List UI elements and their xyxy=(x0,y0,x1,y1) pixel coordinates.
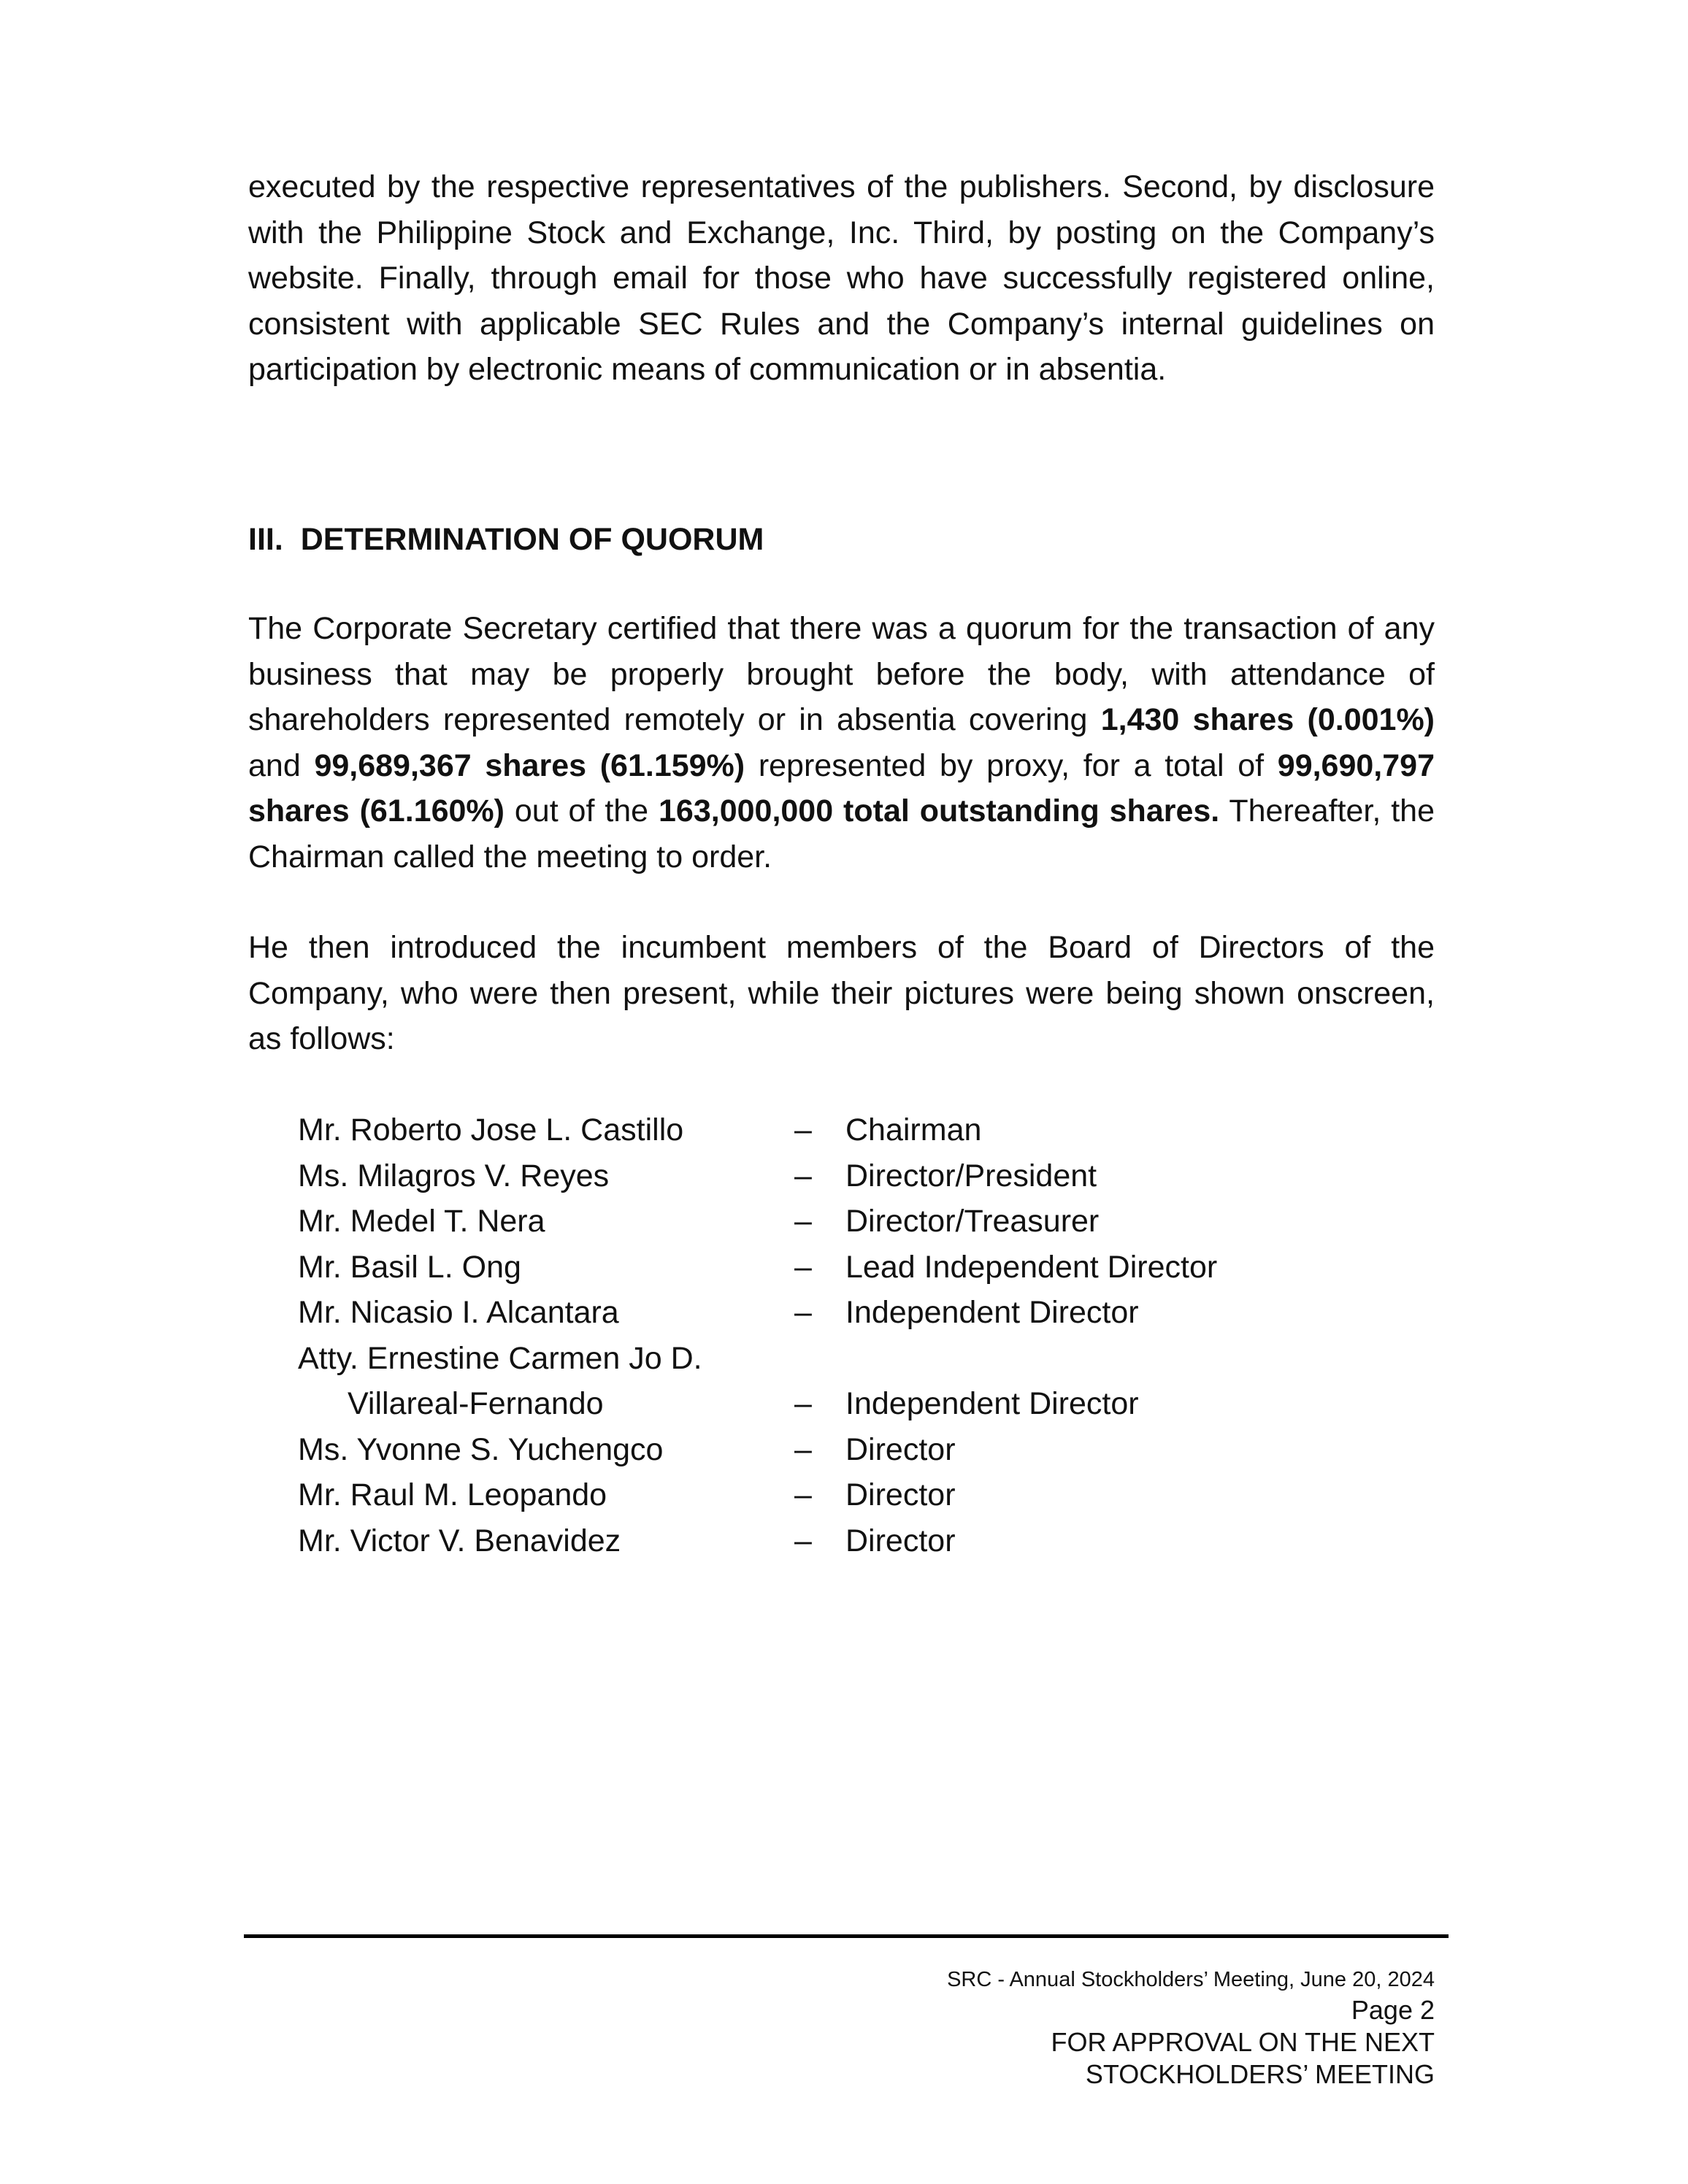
footer-divider xyxy=(244,1934,1449,1938)
page-number: Page 2 xyxy=(1351,1995,1435,2025)
director-row xyxy=(298,1290,1320,1336)
director-row xyxy=(298,1199,1320,1245)
approval-note-line-2: STOCKHOLDERS’ MEETING xyxy=(1085,2059,1435,2089)
board-intro-paragraph: He then introduced the incumbent members of the Board of Directors of the Company, who were then present, while their pictures were being shown onscreen, as follows: xyxy=(248,930,1435,1056)
quorum-outstanding-shares: 163,000,000 total outstanding shares. xyxy=(659,793,1220,828)
director-row xyxy=(298,1153,1320,1199)
director-role: Director xyxy=(845,1477,956,1512)
footer-document-reference: SRC - Annual Stockholders’ Meeting, June 20, 2024 xyxy=(947,1968,1435,1991)
quorum-text-3: represented by proxy, for a total of xyxy=(745,747,1278,783)
dash-separator: – xyxy=(794,1249,812,1285)
director-row xyxy=(298,1518,1320,1564)
director-name: Mr. Raul M. Leopando xyxy=(298,1477,607,1512)
section-heading xyxy=(248,517,764,563)
quorum-remote-shares: 1,430 shares (0.001%) xyxy=(1100,702,1435,737)
director-row xyxy=(298,1472,1320,1518)
dash-separator: – xyxy=(794,1112,812,1147)
director-row xyxy=(298,1245,1320,1291)
director-role: Chairman xyxy=(845,1112,982,1147)
director-role: Director/President xyxy=(845,1158,1097,1193)
page-footer xyxy=(705,1965,1435,2091)
approval-note-line-1: FOR APPROVAL ON THE NEXT xyxy=(1051,2027,1435,2057)
director-name: Mr. Victor V. Benavidez xyxy=(298,1523,621,1558)
dash-separator: – xyxy=(794,1204,812,1239)
dash-separator: – xyxy=(794,1158,812,1193)
director-role: Director xyxy=(845,1431,956,1467)
dash-separator: – xyxy=(794,1523,812,1558)
directors-list xyxy=(298,1107,1320,1564)
quorum-total-shares: 99,690,797 shares (61.160%) xyxy=(248,747,1435,828)
director-name: Mr. Basil L. Ong xyxy=(298,1249,521,1285)
director-row xyxy=(298,1107,1320,1153)
quorum-proxy-shares: 99,689,367 shares (61.159%) xyxy=(314,747,745,783)
director-role: Director xyxy=(845,1523,956,1558)
director-name: Mr. Medel T. Nera xyxy=(298,1204,545,1239)
section-title: DETERMINATION OF QUORUM xyxy=(300,522,764,557)
director-name: Ms. Milagros V. Reyes xyxy=(298,1158,610,1193)
quorum-paragraph xyxy=(248,606,1435,880)
quorum-text-2: and xyxy=(248,747,315,783)
dash-separator: – xyxy=(794,1477,812,1512)
director-name: Mr. Roberto Jose L. Castillo xyxy=(298,1112,684,1147)
director-role: Independent Director xyxy=(845,1386,1139,1421)
director-role: Lead Independent Director xyxy=(845,1249,1218,1285)
dash-separator: – xyxy=(794,1386,812,1421)
director-role: Independent Director xyxy=(845,1295,1139,1330)
quorum-text-5: Thereafter, the Chairman called the meeting to order. xyxy=(248,793,1435,874)
intro-paragraph: executed by the respective representatives of the publishers. Second, by disclosure with the Philippine Stock and Exchange, Inc. Third, by posting on the Company’s website. Finally, through email for those who have successfully registered online, consistent with applicable SEC Rules and the Company’s internal guidelines on participation by electronic means of communication or in absentia. xyxy=(248,169,1435,387)
director-name: Ms. Yvonne S. Yuchengco xyxy=(298,1431,664,1467)
director-name-continued: Villareal-Fernando xyxy=(348,1386,604,1421)
quorum-text-1: The Corporate Secretary certified that there was a quorum for the transaction of any business that may be properly brought before the body, with attendance of shareholders represented remotely or in absentia covering xyxy=(248,611,1435,737)
dash-separator: – xyxy=(794,1295,812,1330)
director-row xyxy=(298,1427,1320,1473)
dash-separator: – xyxy=(794,1431,812,1467)
section-number: III. xyxy=(248,522,283,557)
director-row xyxy=(298,1381,1320,1427)
director-name: Mr. Nicasio I. Alcantara xyxy=(298,1295,619,1330)
director-role: Director/Treasurer xyxy=(845,1204,1100,1239)
quorum-text-4: out of the xyxy=(504,793,659,828)
director-name: Atty. Ernestine Carmen Jo D. xyxy=(298,1340,702,1376)
director-row xyxy=(298,1336,1320,1382)
